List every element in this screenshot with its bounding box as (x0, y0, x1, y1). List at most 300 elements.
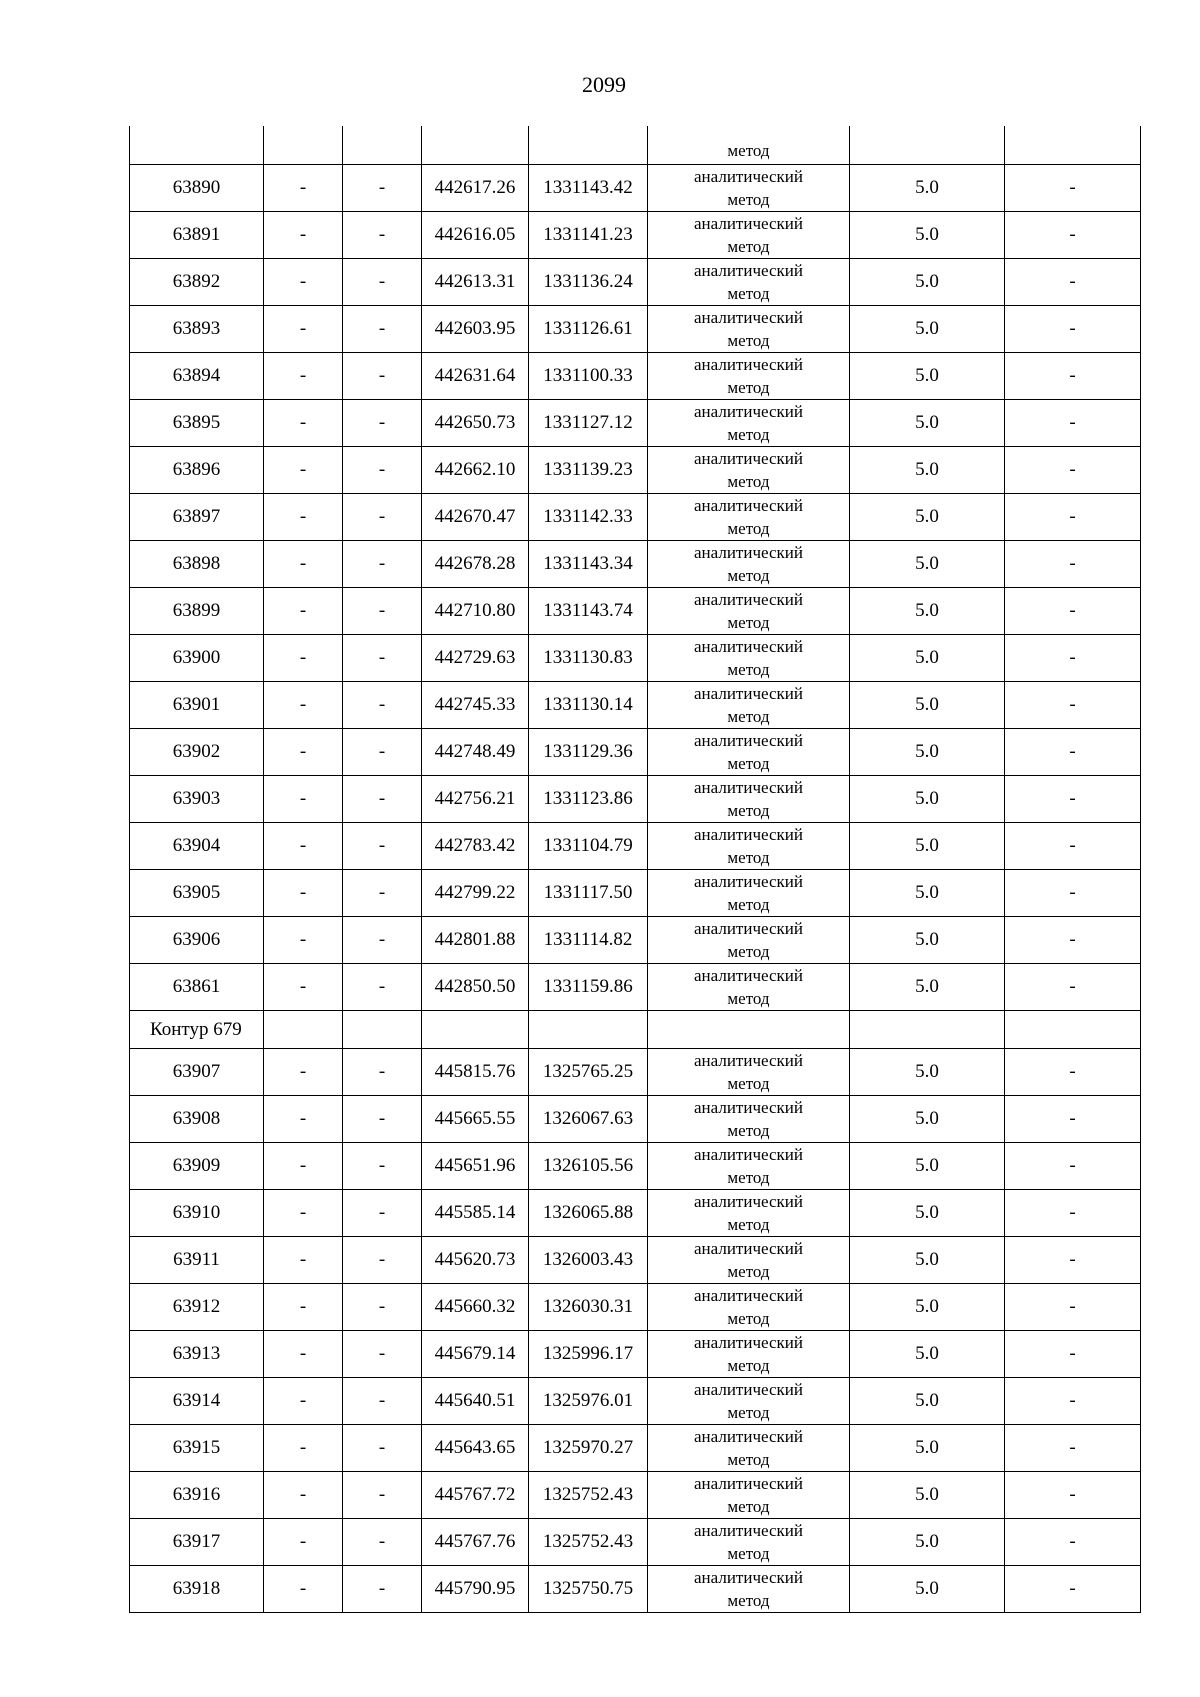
cell-y: 1331143.42 (529, 165, 648, 212)
cell-col3: - (343, 1143, 422, 1190)
method-line-2: метод (727, 1121, 770, 1140)
cell-col3: - (343, 1472, 422, 1519)
cell-y: 1325976.01 (529, 1378, 648, 1425)
cell-accuracy: 5.0 (850, 1284, 1005, 1331)
cell-accuracy (850, 1011, 1005, 1049)
cell-col8 (1005, 126, 1141, 165)
cell-accuracy: 5.0 (850, 494, 1005, 541)
method-line-1: аналитический (694, 1474, 803, 1493)
cell-y: 1331100.33 (529, 353, 648, 400)
cell-y: 1331141.23 (529, 212, 648, 259)
method-line-1: аналитический (694, 449, 803, 468)
method-line-2: метод (727, 848, 770, 867)
cell-y: 1331130.83 (529, 635, 648, 682)
cell-point: 63903 (130, 776, 264, 823)
method-line-1: аналитический (694, 825, 803, 844)
cell-col3: - (343, 729, 422, 776)
cell-y: 1326105.56 (529, 1143, 648, 1190)
page-number: 2099 (582, 72, 626, 97)
table-row (130, 682, 1141, 729)
method-line-1: аналитический (694, 1051, 803, 1070)
cell-col8: - (1005, 917, 1141, 964)
contour-label: Контур 679 (130, 1011, 264, 1049)
cell-point: 63904 (130, 823, 264, 870)
method-line-2: метод (727, 895, 770, 914)
cell-col8: - (1005, 212, 1141, 259)
cell-y: 1325765.25 (529, 1049, 648, 1096)
cell-method (648, 1237, 850, 1284)
cell-accuracy: 5.0 (850, 1143, 1005, 1190)
cell-x: 445767.72 (422, 1472, 529, 1519)
method-line-2: метод (727, 425, 770, 444)
cell-method (648, 588, 850, 635)
cell-x: 442783.42 (422, 823, 529, 870)
method-line-2: метод (727, 1544, 770, 1563)
cell-point: 63905 (130, 870, 264, 917)
contour-row (130, 1011, 1141, 1049)
cell-y: 1331117.50 (529, 870, 648, 917)
cell-point: 63906 (130, 917, 264, 964)
method-line-2: метод (727, 331, 770, 350)
cell-col2: - (264, 776, 343, 823)
cell-x: 445790.95 (422, 1566, 529, 1613)
cell-col3: - (343, 447, 422, 494)
method-line-1: аналитический (694, 1192, 803, 1211)
table-row-continued (130, 126, 1141, 165)
method-line-1: аналитический (694, 1286, 803, 1305)
cell-col8: - (1005, 870, 1141, 917)
method-line-1: аналитический (694, 543, 803, 562)
cell-col2: - (264, 1425, 343, 1472)
cell-accuracy: 5.0 (850, 1331, 1005, 1378)
cell-col8: - (1005, 447, 1141, 494)
table-row (130, 1284, 1141, 1331)
method-line-2: метод (727, 1450, 770, 1469)
cell-col8: - (1005, 1049, 1141, 1096)
cell-col2: - (264, 212, 343, 259)
cell-accuracy (850, 126, 1005, 165)
method-line-2: метод (727, 1262, 770, 1281)
cell-method (648, 1331, 850, 1378)
cell-col2: - (264, 1237, 343, 1284)
table-row (130, 964, 1141, 1011)
cell-col3: - (343, 400, 422, 447)
cell-method (648, 1049, 850, 1096)
cell-method (648, 1378, 850, 1425)
cell-point: 63898 (130, 541, 264, 588)
cell-y: 1331127.12 (529, 400, 648, 447)
cell-col2 (264, 1011, 343, 1049)
cell-point: 63909 (130, 1143, 264, 1190)
cell-x: 442670.47 (422, 494, 529, 541)
cell-method (648, 1425, 850, 1472)
cell-col2: - (264, 1190, 343, 1237)
cell-x: 442710.80 (422, 588, 529, 635)
cell-col3: - (343, 259, 422, 306)
cell-x: 442756.21 (422, 776, 529, 823)
cell-method (648, 165, 850, 212)
table-row (130, 1237, 1141, 1284)
cell-col3: - (343, 212, 422, 259)
cell-col2: - (264, 1284, 343, 1331)
cell-col3: - (343, 353, 422, 400)
cell-x (422, 1011, 529, 1049)
method-line-2: метод (727, 284, 770, 303)
cell-method (648, 447, 850, 494)
cell-col8: - (1005, 1472, 1141, 1519)
cell-col8 (1005, 1011, 1141, 1049)
method-line-2: метод (727, 707, 770, 726)
cell-col2 (264, 126, 343, 165)
cell-col2: - (264, 1049, 343, 1096)
cell-col8: - (1005, 353, 1141, 400)
method-line-2: метод (727, 754, 770, 773)
cell-col8: - (1005, 1519, 1141, 1566)
cell-x: 445665.55 (422, 1096, 529, 1143)
cell-col8: - (1005, 588, 1141, 635)
cell-accuracy: 5.0 (850, 1472, 1005, 1519)
method-line-2: метод (727, 190, 770, 209)
method-line-2: метод (727, 613, 770, 632)
table-row (130, 541, 1141, 588)
cell-x: 445620.73 (422, 1237, 529, 1284)
cell-accuracy: 5.0 (850, 259, 1005, 306)
table-row (130, 353, 1141, 400)
cell-accuracy: 5.0 (850, 1519, 1005, 1566)
cell-y (529, 126, 648, 165)
method-line-1: аналитический (694, 308, 803, 327)
cell-point: 63894 (130, 353, 264, 400)
cell-col2: - (264, 870, 343, 917)
table-row (130, 823, 1141, 870)
cell-point: 63890 (130, 165, 264, 212)
cell-col3: - (343, 588, 422, 635)
cell-col8: - (1005, 1143, 1141, 1190)
table-row (130, 1425, 1141, 1472)
cell-col8: - (1005, 776, 1141, 823)
table-row (130, 588, 1141, 635)
cell-method (648, 1519, 850, 1566)
cell-col2: - (264, 635, 343, 682)
cell-accuracy: 5.0 (850, 776, 1005, 823)
method-line-1: аналитический (694, 355, 803, 374)
cell-x: 442603.95 (422, 306, 529, 353)
cell-method (648, 917, 850, 964)
cell-col2: - (264, 259, 343, 306)
cell-y: 1331142.33 (529, 494, 648, 541)
cell-col2: - (264, 588, 343, 635)
cell-accuracy: 5.0 (850, 682, 1005, 729)
cell-accuracy: 5.0 (850, 1378, 1005, 1425)
cell-col3: - (343, 823, 422, 870)
method-line-2: метод (727, 1497, 770, 1516)
cell-point: 63914 (130, 1378, 264, 1425)
table-row (130, 729, 1141, 776)
cell-y: 1331159.86 (529, 964, 648, 1011)
cell-method (648, 212, 850, 259)
cell-col3: - (343, 917, 422, 964)
cell-x: 445679.14 (422, 1331, 529, 1378)
table-body (130, 126, 1141, 1613)
method-line-1: аналитический (694, 872, 803, 891)
cell-x: 445643.65 (422, 1425, 529, 1472)
cell-x: 442850.50 (422, 964, 529, 1011)
cell-col8: - (1005, 1284, 1141, 1331)
cell-y: 1325970.27 (529, 1425, 648, 1472)
cell-col3: - (343, 776, 422, 823)
table-row (130, 1378, 1141, 1425)
coordinates-table (129, 126, 1141, 1613)
cell-point: 63911 (130, 1237, 264, 1284)
method-line-1: аналитический (694, 778, 803, 797)
method-line-2: метод (727, 378, 770, 397)
method-line-2: метод (727, 1309, 770, 1328)
cell-accuracy: 5.0 (850, 1237, 1005, 1284)
table-row (130, 870, 1141, 917)
cell-col2: - (264, 447, 343, 494)
cell-col2: - (264, 541, 343, 588)
method-line-2: метод (727, 1215, 770, 1234)
cell-col3: - (343, 1284, 422, 1331)
cell-y: 1326003.43 (529, 1237, 648, 1284)
cell-accuracy: 5.0 (850, 541, 1005, 588)
table-row (130, 165, 1141, 212)
method-line-2: метод (727, 1403, 770, 1422)
method-line-2: метод (727, 1074, 770, 1093)
table-row (130, 635, 1141, 682)
cell-col3: - (343, 1566, 422, 1613)
table-row (130, 1049, 1141, 1096)
method-line-1: аналитический (694, 1145, 803, 1164)
cell-col2: - (264, 1378, 343, 1425)
cell-col8: - (1005, 1237, 1141, 1284)
cell-col2: - (264, 1566, 343, 1613)
cell-accuracy: 5.0 (850, 1425, 1005, 1472)
method-line-1: аналитический (694, 261, 803, 280)
method-line-2: метод (727, 472, 770, 491)
cell-method (648, 1472, 850, 1519)
cell-x: 445660.32 (422, 1284, 529, 1331)
cell-point: 63912 (130, 1284, 264, 1331)
table-row (130, 1519, 1141, 1566)
cell-col2: - (264, 729, 343, 776)
cell-accuracy: 5.0 (850, 823, 1005, 870)
cell-method (648, 1284, 850, 1331)
cell-y: 1326030.31 (529, 1284, 648, 1331)
cell-method (648, 682, 850, 729)
table-row (130, 1096, 1141, 1143)
cell-col8: - (1005, 682, 1141, 729)
cell-accuracy: 5.0 (850, 353, 1005, 400)
cell-y: 1325996.17 (529, 1331, 648, 1378)
cell-col3 (343, 126, 422, 165)
method-line-1: аналитический (694, 1380, 803, 1399)
cell-point: 63892 (130, 259, 264, 306)
cell-method: метод (648, 126, 850, 165)
cell-col2: - (264, 494, 343, 541)
cell-method (648, 1566, 850, 1613)
cell-accuracy: 5.0 (850, 870, 1005, 917)
cell-y: 1331136.24 (529, 259, 648, 306)
cell-point: 63915 (130, 1425, 264, 1472)
cell-accuracy: 5.0 (850, 1096, 1005, 1143)
cell-x: 445585.14 (422, 1190, 529, 1237)
cell-method (648, 964, 850, 1011)
table-row (130, 494, 1141, 541)
cell-method (648, 494, 850, 541)
cell-col3: - (343, 870, 422, 917)
cell-accuracy: 5.0 (850, 165, 1005, 212)
cell-method (648, 635, 850, 682)
method-line-1: аналитический (694, 1568, 803, 1587)
cell-point: 63913 (130, 1331, 264, 1378)
cell-y (529, 1011, 648, 1049)
cell-col3: - (343, 1190, 422, 1237)
cell-accuracy: 5.0 (850, 447, 1005, 494)
cell-col3: - (343, 1096, 422, 1143)
method-line-1: аналитический (694, 1333, 803, 1352)
cell-point: 63916 (130, 1472, 264, 1519)
cell-col3: - (343, 635, 422, 682)
cell-col3: - (343, 964, 422, 1011)
cell-point: 63861 (130, 964, 264, 1011)
method-line-1: аналитический (694, 919, 803, 938)
cell-accuracy: 5.0 (850, 212, 1005, 259)
cell-method (648, 1011, 850, 1049)
cell-point: 63918 (130, 1566, 264, 1613)
cell-col3: - (343, 494, 422, 541)
method-line-1: аналитический (694, 731, 803, 750)
cell-point: 63891 (130, 212, 264, 259)
cell-col8: - (1005, 165, 1141, 212)
cell-method (648, 1143, 850, 1190)
method-line-1: аналитический (694, 637, 803, 656)
cell-point: 63896 (130, 447, 264, 494)
cell-col8: - (1005, 823, 1141, 870)
cell-x: 442617.26 (422, 165, 529, 212)
method-line-2: метод (727, 1168, 770, 1187)
cell-x: 445640.51 (422, 1378, 529, 1425)
cell-col8: - (1005, 494, 1141, 541)
cell-x: 442745.33 (422, 682, 529, 729)
cell-col3: - (343, 1378, 422, 1425)
cell-col3: - (343, 165, 422, 212)
method-line-1: аналитический (694, 214, 803, 233)
cell-y: 1331126.61 (529, 306, 648, 353)
cell-accuracy: 5.0 (850, 917, 1005, 964)
cell-y: 1331104.79 (529, 823, 648, 870)
table-row (130, 400, 1141, 447)
cell-col2: - (264, 823, 343, 870)
cell-col8: - (1005, 1331, 1141, 1378)
cell-y: 1331114.82 (529, 917, 648, 964)
cell-x (422, 126, 529, 165)
cell-x: 442678.28 (422, 541, 529, 588)
cell-point: 63895 (130, 400, 264, 447)
cell-point: 63908 (130, 1096, 264, 1143)
cell-x: 442801.88 (422, 917, 529, 964)
cell-method (648, 1190, 850, 1237)
table-row (130, 1331, 1141, 1378)
cell-x: 442799.22 (422, 870, 529, 917)
table-row (130, 776, 1141, 823)
cell-col2: - (264, 306, 343, 353)
cell-y: 1331123.86 (529, 776, 648, 823)
cell-col3: - (343, 1049, 422, 1096)
table-row (130, 306, 1141, 353)
cell-col2: - (264, 1096, 343, 1143)
cell-y: 1326065.88 (529, 1190, 648, 1237)
method-line-2: метод (727, 942, 770, 961)
cell-x: 445767.76 (422, 1519, 529, 1566)
cell-col2: - (264, 1331, 343, 1378)
cell-col8: - (1005, 259, 1141, 306)
method-line-2: метод (727, 801, 770, 820)
table-row (130, 1190, 1141, 1237)
method-line-1: аналитический (694, 167, 803, 186)
cell-method (648, 729, 850, 776)
cell-col2: - (264, 682, 343, 729)
cell-point: 63917 (130, 1519, 264, 1566)
cell-col3: - (343, 1519, 422, 1566)
cell-point (130, 126, 264, 165)
cell-method (648, 259, 850, 306)
cell-method (648, 870, 850, 917)
table-row (130, 1566, 1141, 1613)
cell-point: 63910 (130, 1190, 264, 1237)
table-row (130, 259, 1141, 306)
cell-col3: - (343, 1237, 422, 1284)
cell-col2: - (264, 964, 343, 1011)
cell-y: 1331143.74 (529, 588, 648, 635)
cell-accuracy: 5.0 (850, 306, 1005, 353)
method-line-1: аналитический (694, 402, 803, 421)
cell-col2: - (264, 353, 343, 400)
cell-col8: - (1005, 964, 1141, 1011)
method-line-1: аналитический (694, 496, 803, 515)
cell-col3: - (343, 541, 422, 588)
method-line-2: метод (727, 989, 770, 1008)
cell-accuracy: 5.0 (850, 1049, 1005, 1096)
cell-col8: - (1005, 1096, 1141, 1143)
cell-y: 1331130.14 (529, 682, 648, 729)
table-row (130, 447, 1141, 494)
cell-col2: - (264, 1143, 343, 1190)
cell-col8: - (1005, 541, 1141, 588)
cell-col3: - (343, 1425, 422, 1472)
cell-accuracy: 5.0 (850, 588, 1005, 635)
cell-col8: - (1005, 1190, 1141, 1237)
cell-col2: - (264, 917, 343, 964)
cell-y: 1325752.43 (529, 1519, 648, 1566)
cell-y: 1331139.23 (529, 447, 648, 494)
cell-method (648, 353, 850, 400)
table-row (130, 1143, 1141, 1190)
cell-col2: - (264, 1472, 343, 1519)
cell-method (648, 823, 850, 870)
cell-col8: - (1005, 400, 1141, 447)
cell-col2: - (264, 165, 343, 212)
cell-x: 445651.96 (422, 1143, 529, 1190)
method-line-1: аналитический (694, 966, 803, 985)
cell-method (648, 776, 850, 823)
cell-accuracy: 5.0 (850, 1190, 1005, 1237)
method-line-1: аналитический (694, 1098, 803, 1117)
cell-x: 442748.49 (422, 729, 529, 776)
method-line-2: метод (727, 566, 770, 585)
cell-method (648, 1096, 850, 1143)
cell-col8: - (1005, 1566, 1141, 1613)
